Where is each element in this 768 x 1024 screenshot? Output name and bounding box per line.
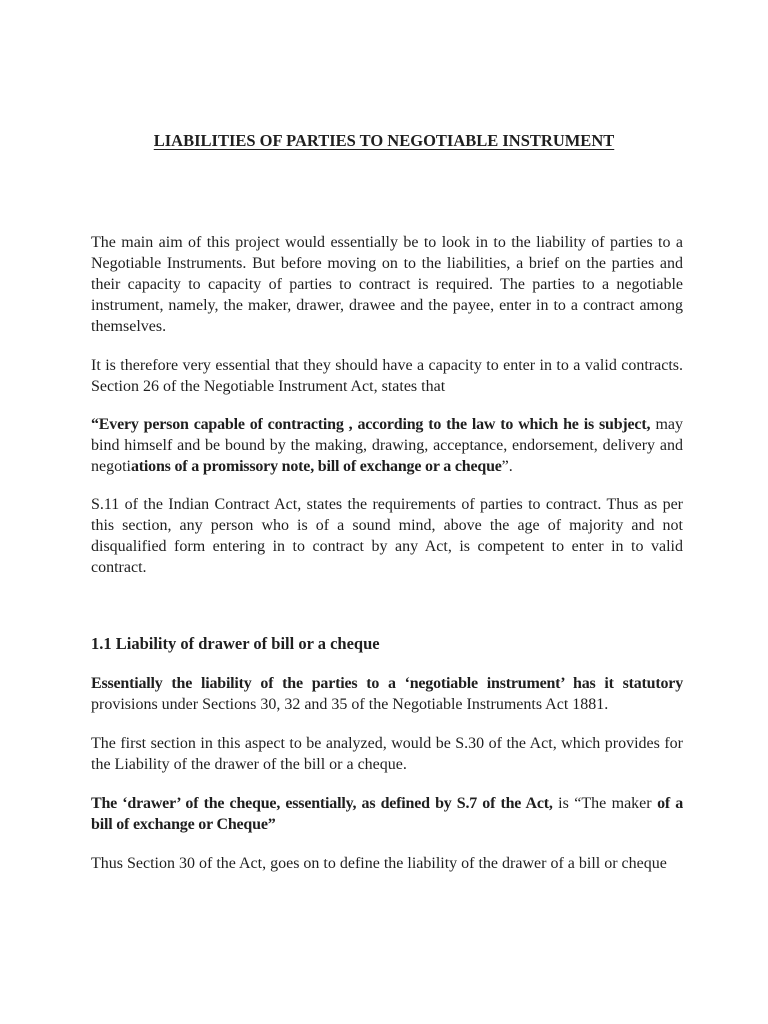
section-heading: 1.1 Liability of drawer of bill or a cheque (91, 634, 380, 653)
statutory-plain: provisions under Sections 30, 32 and 35 of the Negotiable Instruments Act 1881. (91, 696, 609, 713)
drawer-definition-paragraph (91, 793, 683, 835)
quote-bold-close: ations of a promissory note, bill of exchange or a cheque (131, 458, 502, 475)
document-title: LIABILITIES OF PARTIES TO NEGOTIABLE INSTRUMENT (153, 131, 615, 150)
intro-paragraph: The main aim of this project would essentially be to look in to the liability of parties to a Negotiable Instruments. But before moving on to the liabilities, a brief on the parties and their capacity to capacity of parties to contract is required. The parties to a negotiable instrument, namely, the maker, drawer, drawee and the payee, enter in to a contract among themselves. (91, 234, 683, 335)
drawer-bold: The ‘drawer’ of the cheque, essentially, as defined by S.7 of the Act, (91, 795, 553, 812)
capacity-paragraph: It is therefore very essential that they should have a capacity to enter in to a valid contracts. Section 26 of the Negotiable Instrument Act, states that (91, 357, 683, 395)
contract-act-paragraph: S.11 of the Indian Contract Act, states the requirements of parties to contract. Thus as per this section, any person who is of a sound mind, above the age of majority and not disqualified form entering in to contract by any Act, is competent to enter in to valid contract. (91, 496, 683, 576)
first-section-paragraph: The first section in this aspect to be analyzed, would be S.30 of the Act, which provides for the Liability of the drawer of the bill or a cheque. (91, 735, 683, 773)
statutory-paragraph (91, 673, 683, 715)
quote-plain-middle: may bind himself and be bound by the making, drawing, acceptance, endorsement, delivery and negoti (91, 416, 683, 475)
drawer-bold-end: of a bill of exchange or Cheque” (91, 795, 684, 833)
quote-bold-open: “Every person capable of contracting , according to the law to which he is subject, (91, 416, 651, 433)
quote-plain-end: ”. (501, 458, 513, 475)
drawer-plain: is “The maker (552, 795, 652, 812)
section26-quote (91, 414, 683, 477)
closing-paragraph: Thus Section 30 of the Act, goes on to define the liability of the drawer of a bill or cheque (91, 855, 667, 872)
statutory-bold: Essentially the liability of the parties to a ‘negotiable instrument’ has it statutory (91, 675, 683, 692)
